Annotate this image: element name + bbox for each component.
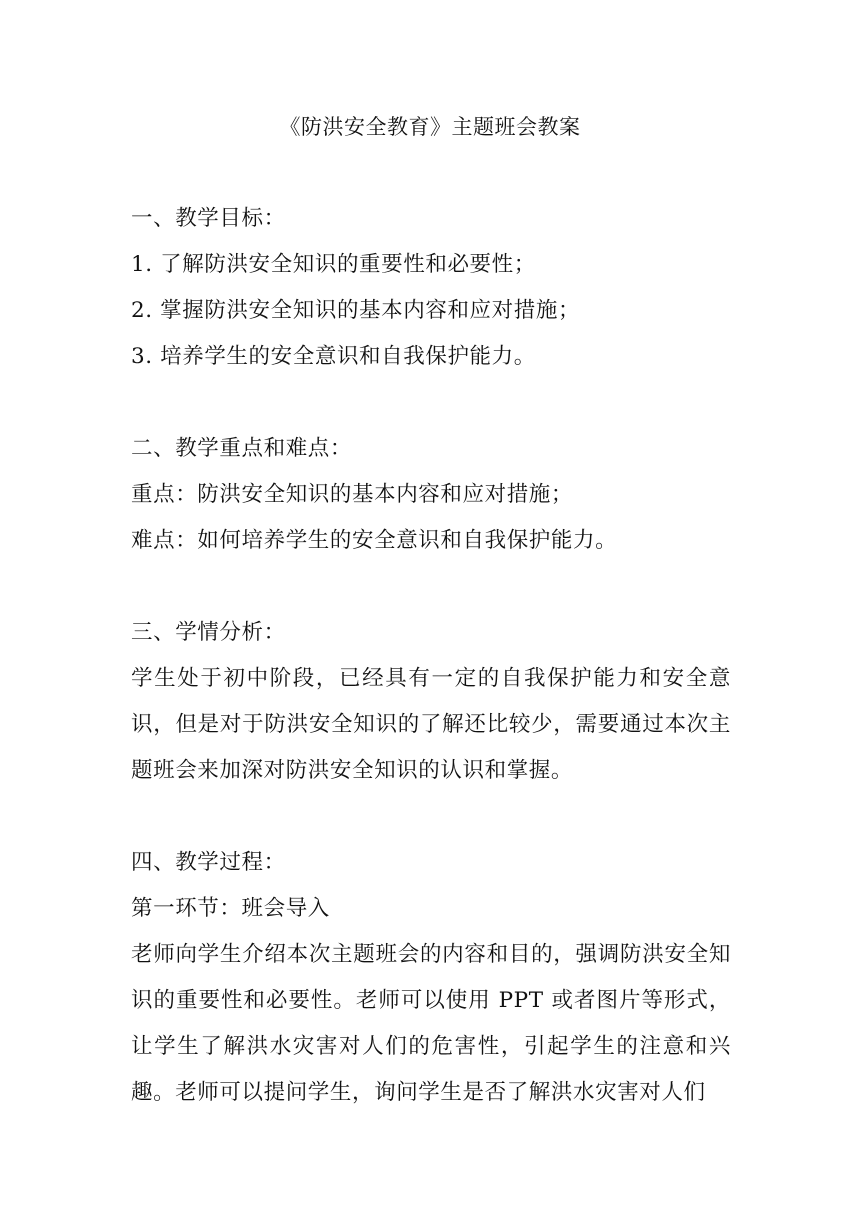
step1-heading: 第一环节：班会导入 [131,896,330,921]
section-heading-process: 四、教学过程： [131,850,286,875]
document-title: 《防洪安全教育》主题班会教案 [279,115,581,139]
spacer [131,380,731,426]
objective-item-3: 3. 培养学生的安全意识和自我保护能力。 [131,344,536,369]
section-heading-analysis: 三、学情分析： [131,620,286,645]
step1-paragraph: 老师向学生介绍本次主题班会的内容和目的，强调防洪安全知识的重要性和必要性。老师可以使用 PPT 或者图片等形式，让学生了解洪水灾害对人们的危害性，引起学生的注意和兴趣。老师可以提问学生，询问学生是否了解洪水灾害对人们 [131,942,731,1105]
section-heading-key-points: 二、教学重点和难点： [131,436,353,461]
difficulty-line: 难点：如何培养学生的安全意识和自我保护能力。 [131,528,618,553]
document-body [131,196,731,1116]
spacer [131,794,731,840]
spacer [131,564,731,610]
key-point-line: 重点：防洪安全知识的基本内容和应对措施； [131,482,574,507]
objective-item-2: 2. 掌握防洪安全知识的基本内容和应对措施； [131,298,581,323]
section-heading-objectives: 一、教学目标： [131,206,286,231]
objective-item-1: 1. 了解防洪安全知识的重要性和必要性； [131,252,536,277]
analysis-paragraph: 学生处于初中阶段，已经具有一定的自我保护能力和安全意识，但是对于防洪安全知识的了解还比较少，需要通过本次主题班会来加深对防洪安全知识的认识和掌握。 [131,666,731,783]
